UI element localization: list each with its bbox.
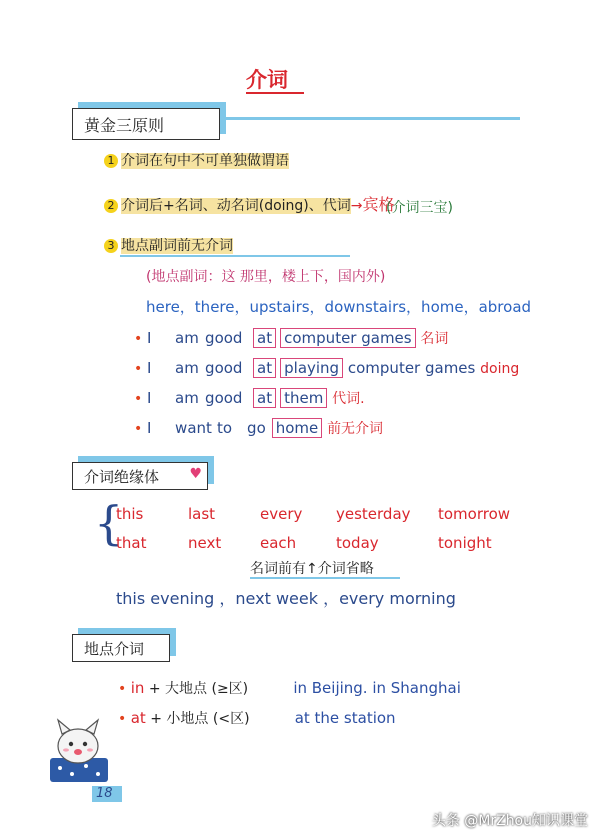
time-word: yesterday (336, 505, 411, 523)
bullet-icon: • (134, 331, 143, 347)
preposition: at (253, 358, 276, 378)
rule-desc: + 大地点 (≥区) (148, 681, 249, 697)
word: good (205, 389, 243, 407)
rule-2 (104, 192, 395, 215)
time-word: next (188, 534, 222, 552)
watermark: 头条 @MrZhou知识课堂 (431, 813, 588, 829)
section-header-label: 地点介词 (84, 640, 145, 658)
rule-number-badge: 1 (104, 154, 118, 168)
example-rest: computer games (347, 359, 476, 377)
section-header-place-prepositions (72, 634, 170, 662)
cat-sticker-icon (44, 718, 116, 792)
word: want (175, 419, 212, 437)
example-label: 前无介词 (327, 421, 384, 437)
object: them (280, 388, 327, 408)
example-row (134, 324, 519, 354)
time-word: last (188, 505, 216, 523)
rule-number-badge: 3 (104, 239, 118, 253)
rule-text: 介词在句中不可单独做谓语 (121, 153, 289, 169)
example-row (134, 354, 519, 384)
example: in Beijing. in Shanghai (293, 679, 461, 697)
rule-text: 介词后+名词、动名词(doing)、代词 (121, 198, 351, 214)
word: go (247, 419, 266, 437)
place-preposition-item (118, 674, 461, 704)
time-word-row (116, 529, 510, 558)
section-header-golden-rules (72, 108, 220, 140)
section-divider (220, 117, 520, 120)
preposition: at (130, 709, 146, 727)
object: computer games (280, 328, 415, 348)
heart-icon: ♥ (189, 466, 202, 482)
time-word: this (116, 505, 144, 523)
word: to (217, 419, 233, 437)
time-word: each (260, 534, 297, 552)
bullet-icon: • (134, 391, 143, 407)
brace-icon: { (94, 496, 124, 550)
preposition: in (130, 679, 145, 697)
example-list (134, 324, 519, 444)
example-label: 代词. (332, 391, 365, 407)
rule-text: 地点副词前无介词 (121, 238, 233, 254)
time-word-table (116, 500, 510, 558)
rule-3 (104, 235, 233, 255)
word: am (175, 389, 199, 407)
section-header-label: 介词绝缘体 (84, 468, 160, 486)
example-row (134, 414, 519, 444)
time-word: tonight (438, 534, 492, 552)
title-underline (246, 92, 304, 94)
phrase-example: this evening ，next week ，every morning (116, 589, 456, 608)
preposition: at (253, 328, 276, 348)
word: I (147, 419, 152, 437)
word: good (205, 359, 243, 377)
place-preposition-item (118, 704, 461, 734)
bullet-icon: • (134, 361, 143, 377)
arrow-icon: → (350, 198, 363, 214)
word: am (175, 329, 199, 347)
time-word: today (336, 534, 379, 552)
note-underline (250, 577, 400, 579)
time-word: tomorrow (438, 505, 511, 523)
page-number: 18 (96, 786, 113, 801)
object: playing (280, 358, 343, 378)
rule-desc: + 小地点 (<区) (150, 711, 250, 727)
example-label: 名词 (420, 331, 449, 347)
word: am (175, 359, 199, 377)
rule-3-note: (地点副词：这 那里，楼上下，国内外) (146, 269, 386, 285)
rule-1 (104, 150, 289, 170)
word: I (147, 329, 152, 347)
section-header-no-preposition (72, 462, 208, 490)
omission-note: 名词前有↑介词省略 (250, 561, 374, 577)
word: good (205, 329, 243, 347)
example: at the station (294, 709, 396, 727)
time-word-row (116, 500, 510, 529)
rule-number-badge: 2 (104, 199, 118, 213)
bullet-icon: • (134, 421, 143, 437)
place-preposition-list (118, 674, 461, 734)
rule-note: (介词三宝) (386, 200, 453, 216)
object: home (272, 418, 323, 438)
adverb-list: here，there，upstairs，downstairs，home，abroad (146, 298, 532, 316)
bullet-icon: • (118, 681, 127, 697)
rule-emphasis: 宾格 (362, 195, 395, 214)
preposition: at (253, 388, 276, 408)
example-row (134, 384, 519, 414)
time-word: every (260, 505, 303, 523)
rule-underline (120, 255, 350, 257)
section-header-label: 黄金三原则 (84, 116, 165, 135)
time-word: that (116, 534, 147, 552)
word: I (147, 359, 152, 377)
page-title: 介词 (246, 68, 288, 92)
bullet-icon: • (118, 711, 127, 727)
word: I (147, 389, 152, 407)
example-label: doing (480, 361, 520, 377)
